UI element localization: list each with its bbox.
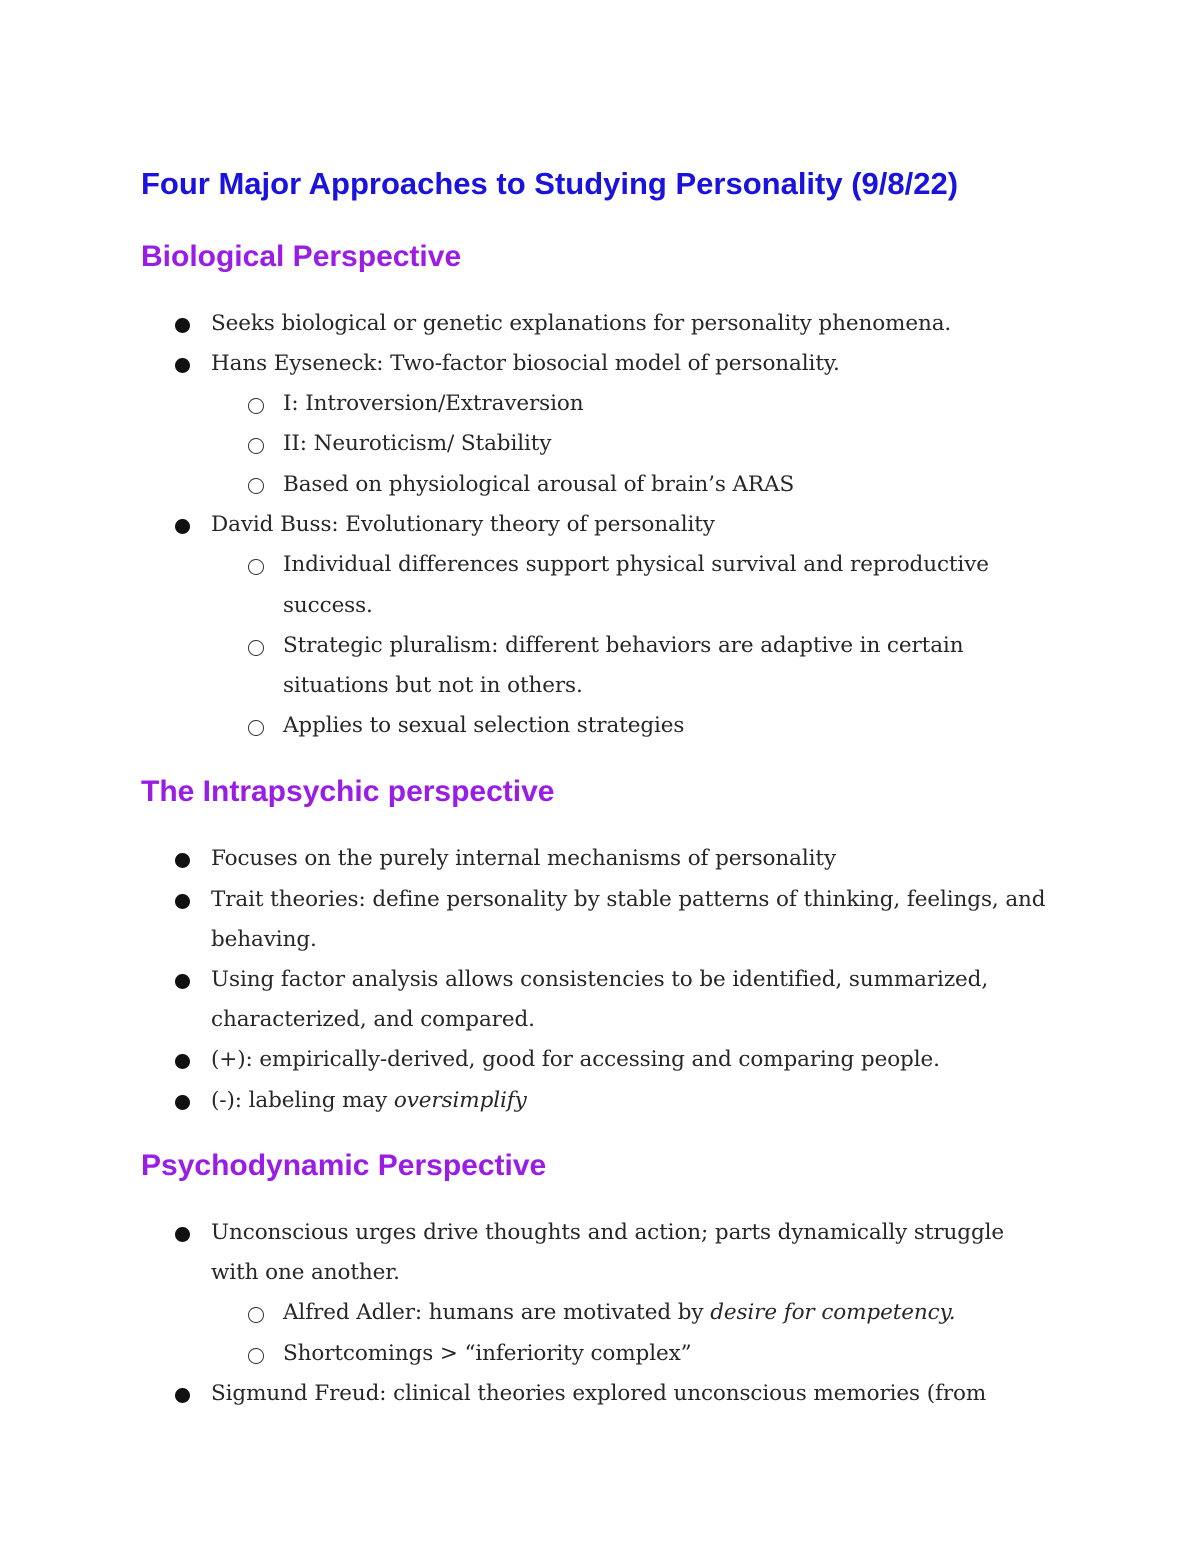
list-item: (+): empirically-derived, good for accessing and comparing people. [211,1047,940,1072]
heading-intrapsychic-perspective: The Intrapsychic perspective [141,775,555,808]
bullet-icon [175,519,190,534]
sub-list-item-continuation: success. [283,593,373,618]
sub-bullet-icon [248,559,264,575]
list-item-continuation: with one another. [211,1260,400,1285]
sub-bullet-icon [248,478,264,494]
sub-list-item: II: Neuroticism/ Stability [283,431,552,456]
list-item: Focuses on the purely internal mechanisms of personality [211,846,836,871]
bullet-icon [175,1054,190,1069]
bullet-icon [175,853,190,868]
sub-list-item: Individual differences support physical survival and reproductive [283,552,989,577]
sub-bullet-icon [248,438,264,454]
list-item: Unconscious urges drive thoughts and action; parts dynamically struggle [211,1220,1005,1245]
bullet-icon [175,1388,190,1403]
list-item-continuation: behaving. [211,927,317,952]
list-item: Trait theories: define personality by stable patterns of thinking, feelings, and [211,887,1046,912]
sub-bullet-icon [248,1348,264,1364]
sub-bullet-icon [248,720,264,736]
heading-psychodynamic-perspective: Psychodynamic Perspective [141,1149,547,1182]
sub-list-item: Shortcomings > “inferiority complex” [283,1341,692,1366]
bullet-icon [175,358,190,373]
document-title: Four Major Approaches to Studying Personality (9/8/22) [141,166,959,201]
list-item: Seeks biological or genetic explanations for personality phenomena. [211,311,952,336]
sub-list-item-continuation: situations but not in others. [283,673,583,698]
sub-list-item: Applies to sexual selection strategies [283,713,685,738]
list-item-continuation: characterized, and compared. [211,1007,535,1032]
sub-bullet-icon [248,640,264,656]
sub-list-item: Strategic pluralism: different behaviors are adaptive in certain [283,633,964,658]
bullet-icon [175,1227,190,1242]
list-item: Sigmund Freud: clinical theories explored unconscious memories (from [211,1381,987,1406]
sub-list-item [283,1293,1093,1333]
bullet-icon [175,1095,190,1110]
list-item: Using factor analysis allows consistencies to be identified, summarized, [211,967,989,992]
bullet-icon [175,974,190,989]
list-item: David Buss: Evolutionary theory of personality [211,512,715,537]
list-item-text: Alfred Adler: humans are motivated by [283,1300,711,1325]
list-item [211,1081,1091,1121]
sub-bullet-icon [248,1307,264,1323]
list-item-text: (-): labeling may [211,1088,394,1113]
bullet-icon [175,894,190,909]
heading-biological-perspective: Biological Perspective [141,240,462,273]
emphasis-text: desire for competency. [710,1300,956,1325]
sub-bullet-icon [248,398,264,414]
sub-list-item: I: Introversion/Extraversion [283,391,584,416]
list-item: Hans Eyseneck: Two-factor biosocial model of personality. [211,351,840,376]
bullet-icon [175,318,190,333]
emphasis-text: oversimplify [393,1088,527,1113]
sub-list-item: Based on physiological arousal of brain’s ARAS [283,472,795,497]
